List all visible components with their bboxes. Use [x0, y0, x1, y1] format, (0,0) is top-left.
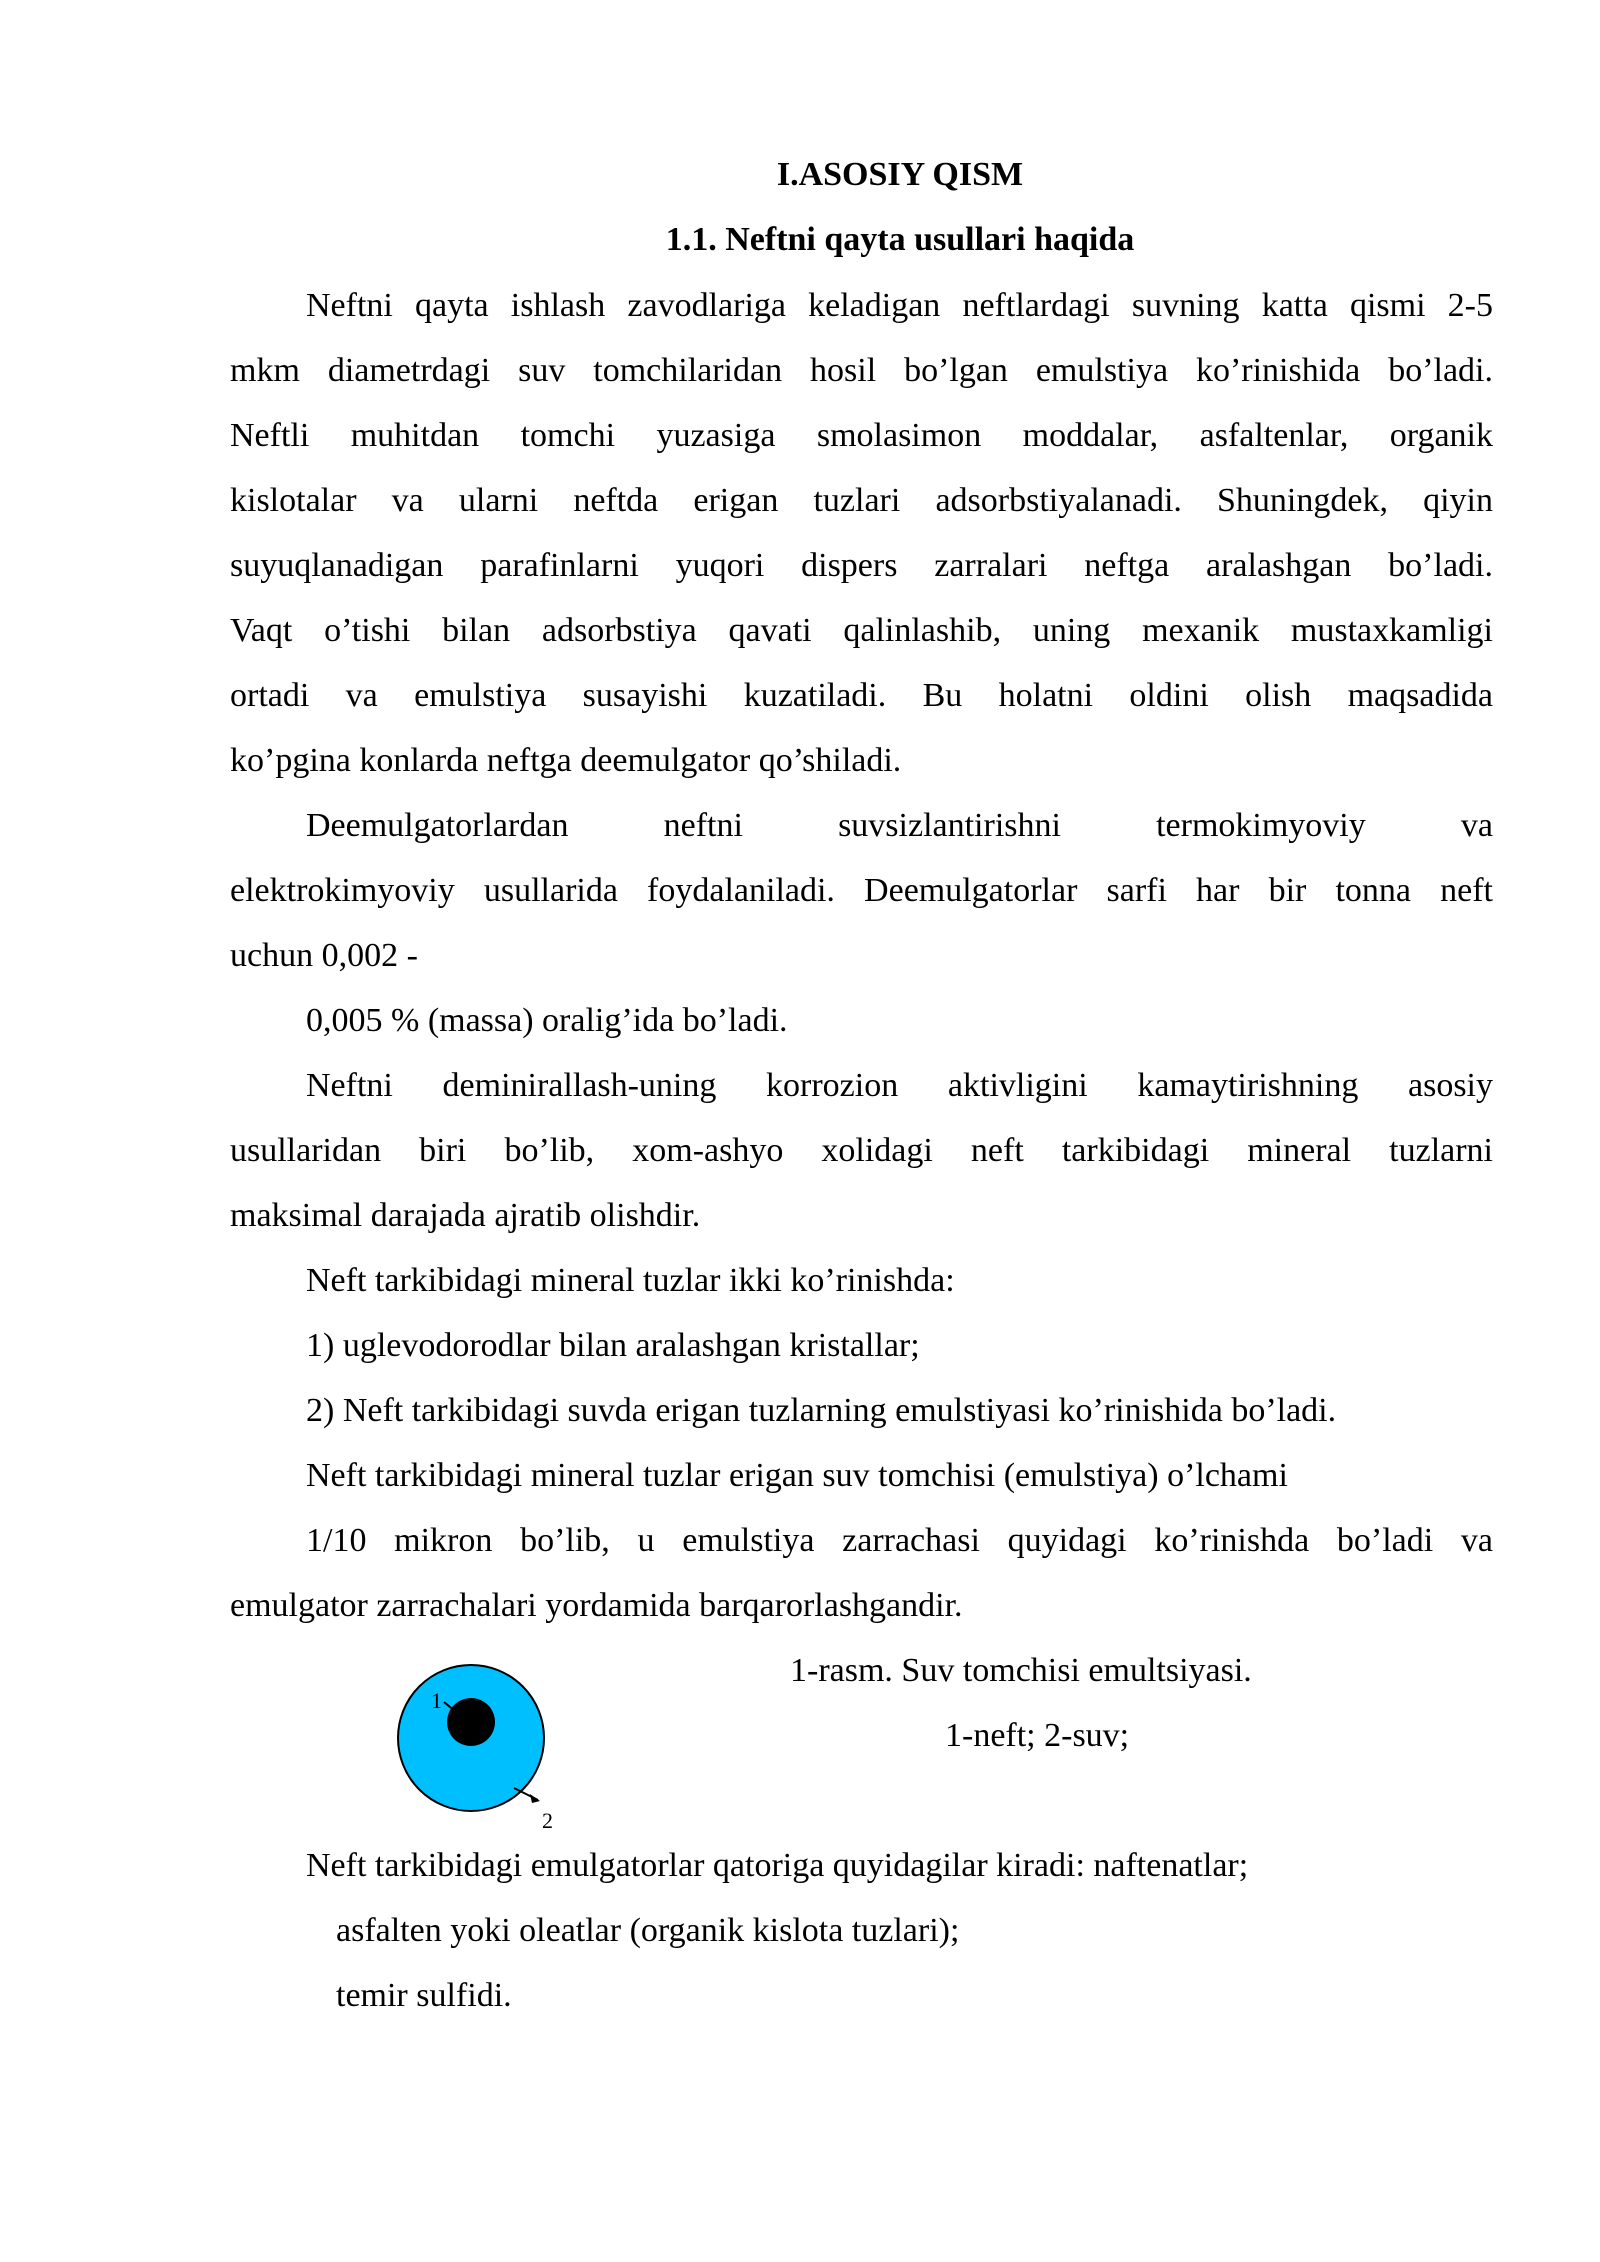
- paragraph-line: 1/10 mikron bo’lib, u emulstiya zarrachasi quyidagi ko’rinishda bo’ladi va: [306, 1522, 1493, 1559]
- paragraph-line: Neftni deminirallash-uning korrozion aktivligini kamaytirishning asosiy: [306, 1067, 1493, 1104]
- paragraph-line: ortadi va emulstiya susayishi kuzatiladi. Bu holatni oldini olish maqsadida: [230, 677, 1493, 714]
- droplet-figure: [396, 1660, 566, 1830]
- figure-label-1: 1: [431, 1688, 442, 1713]
- list-item: 2) Neft tarkibidagi suvda erigan tuzlarning emulstiyasi ko’rinishida bo’ladi.: [306, 1392, 1337, 1429]
- paragraph-line: kislotalar va ularni neftda erigan tuzlari adsorbstiyalanadi. Shuningdek, qiyin: [230, 482, 1493, 519]
- paragraph-line: emulgator zarrachalari yordamida barqarorlashgandir.: [230, 1587, 963, 1624]
- paragraph-line: usullaridan biri bo’lib, xom-ashyo xolidagi neft tarkibidagi mineral tuzlarni: [230, 1132, 1493, 1169]
- paragraph-line: Neft tarkibidagi emulgatorlar qatoriga quyidagilar kiradi: naftenatlar;: [306, 1847, 1249, 1884]
- paragraph-line: Neft tarkibidagi mineral tuzlar ikki ko’rinishda:: [306, 1262, 955, 1299]
- paragraph-line: uchun 0,002 -: [230, 937, 418, 974]
- figure-legend: 1-neft; 2-suv;: [945, 1717, 1130, 1754]
- label-2-arrowhead: [530, 1794, 540, 1803]
- paragraph-line: mkm diametrdagi suv tomchilaridan hosil bo’lgan emulstiya ko’rinishida bo’ladi.: [230, 352, 1493, 389]
- paragraph-line: ko’pgina konlarda neftga deemulgator qo’shiladi.: [230, 742, 902, 779]
- figure-label-2: 2: [542, 1808, 553, 1830]
- list-item: temir sulfidi.: [336, 1977, 512, 2014]
- paragraph-line: suyuqlanadigan parafinlarni yuqori dispers zarralari neftga aralashgan bo’ladi.: [230, 547, 1493, 584]
- paragraph-line: Neftli muhitdan tomchi yuzasiga smolasimon moddalar, asfaltenlar, organik: [230, 417, 1493, 454]
- figure-caption: 1-rasm. Suv tomchisi emultsiyasi.: [790, 1652, 1252, 1689]
- paragraph-line: maksimal darajada ajratib olishdir.: [230, 1197, 701, 1234]
- paragraph-line: elektrokimyoviy usullarida foydalaniladi. Deemulgatorlar sarfi har bir tonna neft: [230, 872, 1493, 909]
- paragraph-line: Neft tarkibidagi mineral tuzlar erigan suv tomchisi (emulstiya) o’lchami: [306, 1457, 1288, 1494]
- paragraph-line: 0,005 % (massa) oralig’ida bo’ladi.: [306, 1002, 788, 1039]
- paragraph-line: Neftni qayta ishlash zavodlariga keladigan neftlardagi suvning katta qismi 2-5: [306, 287, 1493, 324]
- list-item: 1) uglevodorodlar bilan aralashgan kristallar;: [306, 1327, 920, 1364]
- oil-inner-circle: [447, 1698, 495, 1746]
- section-title: I.ASOSIY QISM: [776, 156, 1024, 193]
- list-item: asfalten yoki oleatlar (organik kislota tuzlari);: [336, 1912, 960, 1949]
- paragraph-line: Vaqt o’tishi bilan adsorbstiya qavati qalinlashib, uning mexanik mustaxkamligi: [230, 612, 1493, 649]
- subsection-title: 1.1. Neftni qayta usullari haqida: [665, 221, 1135, 258]
- paragraph-line: Deemulgatorlardan neftni suvsizlantirishni termokimyoviy va: [306, 807, 1493, 844]
